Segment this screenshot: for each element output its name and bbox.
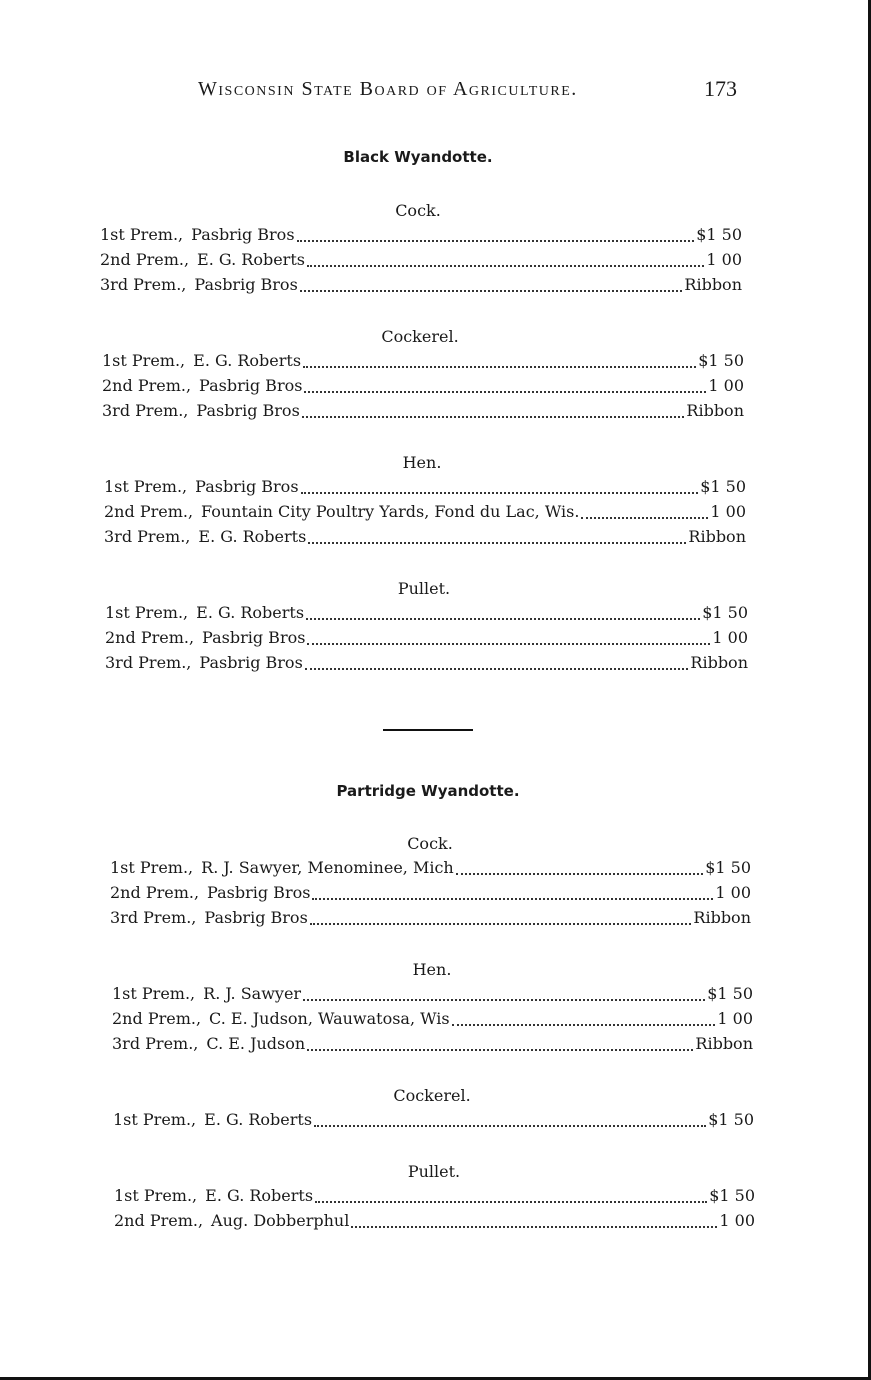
- premium-rank: 3rd Prem.,: [105, 653, 192, 672]
- premium-entry: [100, 275, 742, 297]
- premium-winner: Pasbrig Bros: [204, 908, 308, 927]
- dot-leader: [315, 1200, 707, 1203]
- premium-entry: [100, 225, 742, 247]
- dot-leader: [300, 289, 683, 292]
- premium-entry: [114, 1186, 755, 1208]
- premium-entry: [110, 858, 751, 880]
- premium-winner: Pasbrig Bros: [195, 477, 299, 496]
- premium-rank: 1st Prem.,: [100, 225, 184, 244]
- premium-winner: Pasbrig Bros: [199, 653, 303, 672]
- premium-entry: [104, 477, 746, 499]
- page-header: [198, 78, 743, 112]
- premium-entry: [102, 401, 744, 423]
- premium-prize: 1 00: [719, 1211, 755, 1230]
- dot-leader: [307, 264, 704, 267]
- premium-winner: E. G. Roberts: [198, 527, 307, 546]
- premium-prize: 1 00: [715, 883, 751, 902]
- premium-winner: Fountain City Poultry Yards, Fond du Lac, Wis.: [201, 502, 580, 521]
- premium-prize: $1 50: [696, 225, 742, 244]
- premium-entry: [102, 351, 744, 373]
- premium-prize: $1 50: [705, 858, 751, 877]
- premium-prize: $1 50: [708, 1110, 754, 1129]
- dot-leader: [581, 516, 708, 519]
- dot-leader: [305, 667, 689, 670]
- premium-entry: [114, 1211, 755, 1233]
- section-title-partridge-wyandotte: Partridge Wyandotte.: [336, 782, 520, 800]
- premium-entry: [104, 527, 746, 549]
- premium-rank: 1st Prem.,: [102, 351, 186, 370]
- premium-prize: 1 00: [708, 376, 744, 395]
- premium-rank: 2nd Prem.,: [110, 883, 200, 902]
- dot-leader: [303, 365, 696, 368]
- premium-prize: Ribbon: [684, 275, 742, 294]
- premium-prize: $1 50: [700, 477, 746, 496]
- premium-entry: [112, 1009, 753, 1031]
- premium-winner: C. E. Judson: [206, 1034, 306, 1053]
- premium-rank: 3rd Prem.,: [110, 908, 197, 927]
- dot-leader: [301, 491, 699, 494]
- class-title: Cock.: [395, 201, 441, 220]
- premium-rank: 3rd Prem.,: [102, 401, 189, 420]
- premium-rank: 1st Prem.,: [114, 1186, 198, 1205]
- premium-entry: [104, 502, 746, 524]
- dot-leader: [307, 642, 710, 645]
- premium-winner: E. G. Roberts: [205, 1186, 314, 1205]
- premium-rank: 1st Prem.,: [110, 858, 194, 877]
- premium-rank: 1st Prem.,: [105, 603, 189, 622]
- class-title: Cock.: [407, 834, 453, 853]
- premium-winner: Aug. Dobberphul: [211, 1211, 350, 1230]
- premium-winner: E. G. Roberts: [193, 351, 302, 370]
- premium-winner: E. G. Roberts: [204, 1110, 313, 1129]
- premium-winner: C. E. Judson, Wauwatosa, Wis: [209, 1009, 450, 1028]
- class-title: Hen.: [402, 453, 442, 472]
- dot-leader: [302, 415, 685, 418]
- premium-entry: [112, 1034, 753, 1056]
- premium-entry: [102, 376, 744, 398]
- premium-entry: [113, 1110, 754, 1132]
- premium-winner: R. J. Sawyer: [203, 984, 302, 1003]
- premium-prize: $1 50: [698, 351, 744, 370]
- premium-rank: 2nd Prem.,: [112, 1009, 202, 1028]
- premium-prize: $1 50: [702, 603, 748, 622]
- premium-winner: E. G. Roberts: [196, 603, 305, 622]
- premium-rank: 2nd Prem.,: [105, 628, 195, 647]
- premium-winner: Pasbrig Bros: [191, 225, 295, 244]
- dot-leader: [306, 617, 700, 620]
- dot-leader: [308, 541, 686, 544]
- premium-winner: Pasbrig Bros: [199, 376, 303, 395]
- dot-leader: [351, 1225, 717, 1228]
- premium-rank: 2nd Prem.,: [104, 502, 194, 521]
- premium-prize: $1 50: [707, 984, 753, 1003]
- premium-rank: 1st Prem.,: [112, 984, 196, 1003]
- premium-prize: Ribbon: [688, 527, 746, 546]
- dot-leader: [304, 390, 706, 393]
- premium-winner: E. G. Roberts: [197, 250, 305, 269]
- class-title: Hen.: [412, 960, 452, 979]
- dot-leader: [312, 897, 713, 900]
- premium-rank: 2nd Prem.,: [100, 250, 190, 269]
- class-title: Pullet.: [397, 579, 451, 598]
- dot-leader: [303, 998, 705, 1001]
- premium-entry: [110, 908, 751, 930]
- page-number: 173: [704, 76, 737, 101]
- premium-entry: [105, 628, 748, 650]
- premium-winner: Pasbrig Bros: [202, 628, 306, 647]
- premium-prize: Ribbon: [686, 401, 744, 420]
- premium-rank: 2nd Prem.,: [114, 1211, 204, 1230]
- dot-leader: [307, 1048, 693, 1051]
- section-divider: [383, 729, 473, 731]
- class-title: Cockerel.: [393, 1086, 471, 1105]
- premium-prize: $1 50: [709, 1186, 755, 1205]
- class-title: Pullet.: [407, 1162, 461, 1181]
- class-title: Cockerel.: [381, 327, 459, 346]
- premium-entry: [112, 984, 753, 1006]
- running-title: Wisconsin State Board of Agriculture.: [198, 78, 578, 100]
- premium-rank: 3rd Prem.,: [100, 275, 187, 294]
- dot-leader: [310, 922, 692, 925]
- premium-rank: 1st Prem.,: [104, 477, 188, 496]
- premium-winner: R. J. Sawyer, Menominee, Mich: [201, 858, 454, 877]
- premium-rank: 3rd Prem.,: [104, 527, 191, 546]
- premium-prize: Ribbon: [695, 1034, 753, 1053]
- premium-prize: Ribbon: [690, 653, 748, 672]
- dot-leader: [452, 1023, 716, 1026]
- premium-rank: 2nd Prem.,: [102, 376, 192, 395]
- premium-entry: [105, 603, 748, 625]
- premium-rank: 1st Prem.,: [113, 1110, 197, 1129]
- premium-winner: Pasbrig Bros: [196, 401, 300, 420]
- section-title-black-wyandotte: Black Wyandotte.: [343, 148, 493, 166]
- premium-entry: [100, 250, 742, 272]
- premium-prize: Ribbon: [693, 908, 751, 927]
- dot-leader: [297, 239, 695, 242]
- premium-prize: 1 00: [712, 628, 748, 647]
- premium-entry: [105, 653, 748, 675]
- premium-prize: 1 00: [710, 502, 746, 521]
- premium-prize: 1 00: [706, 250, 742, 269]
- premium-rank: 3rd Prem.,: [112, 1034, 199, 1053]
- premium-prize: 1 00: [717, 1009, 753, 1028]
- premium-winner: Pasbrig Bros: [194, 275, 298, 294]
- premium-winner: Pasbrig Bros: [207, 883, 311, 902]
- dot-leader: [456, 872, 703, 875]
- premium-entry: [110, 883, 751, 905]
- dot-leader: [314, 1124, 706, 1127]
